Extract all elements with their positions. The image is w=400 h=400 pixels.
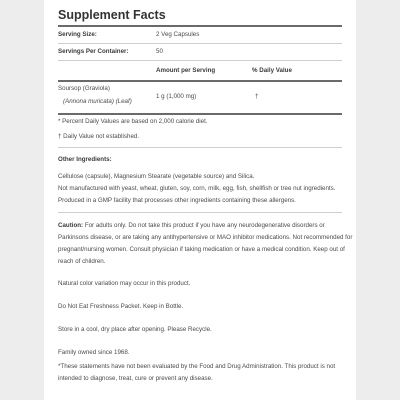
ingredient-daily-value: † [255, 93, 259, 100]
disclaimer-line: *These statements have not been evaluated by the Food and Drug Administration. This product is not [58, 363, 336, 370]
note: Family owned since 1968. [58, 349, 130, 356]
footnote: * Percent Daily Values are based on 2,000 calorie diet. [58, 118, 208, 125]
serving-size-label: Serving Size: [58, 31, 97, 38]
other-ingredients-line: Produced in a GMP facility that processes other ingredients containing these allergens. [58, 197, 296, 204]
supplement-facts-panel [44, 0, 356, 400]
caution-line [58, 222, 325, 230]
divider [58, 147, 342, 148]
amount-per-serving-header: Amount per Serving [156, 67, 216, 74]
divider [58, 212, 342, 213]
ingredient-name: Soursop (Graviola) [58, 85, 110, 92]
caution-text: For adults only. Do not take this product if you have any neurodegenerative disorders or [83, 222, 325, 229]
disclaimer-line: intended to diagnose, treat, cure or prevent any disease. [58, 375, 213, 382]
caution-line: pregnant/nursing women. Consult physician if taking medication or have a medical condition. Keep out of [58, 246, 345, 253]
divider [58, 60, 342, 61]
page-title: Supplement Facts [58, 8, 166, 22]
serving-size-value: 2 Veg Capsules [156, 31, 200, 38]
other-ingredients-heading: Other Ingredients: [58, 156, 112, 163]
caution-line: Parkinsons disease, or are taking any antihypertensive or MAO inhibitor medications. Not recommended for [58, 234, 353, 241]
caution-line: reach of children. [58, 258, 106, 265]
note: Do Not Eat Freshness Packet. Keep in Bottle. [58, 303, 184, 310]
other-ingredients-line: Not manufactured with yeast, wheat, gluten, soy, corn, milk, egg, fish, shellfish or tree nut ingredients. [58, 185, 336, 192]
divider [58, 43, 342, 44]
other-ingredients-line: Cellulose (capsule), Magnesium Stearate (vegetable source) and Silica. [58, 173, 255, 180]
ingredient-detail: (Annona muricata) (Leaf) [63, 98, 132, 105]
note: Store in a cool, dry place after opening. Please Recycle. [58, 326, 212, 333]
servings-per-container-label: Servings Per Container: [58, 48, 129, 55]
ingredient-amount: 1 g (1,000 mg) [156, 93, 197, 100]
servings-per-container-value: 50 [156, 48, 163, 55]
caution-label: Caution: [58, 222, 84, 229]
daily-value-header: % Daily Value [252, 67, 292, 74]
ingredient-divider [58, 113, 342, 115]
table-header-divider [58, 80, 342, 82]
footnote: † Daily Value not established. [58, 133, 140, 140]
note: Natural color variation may occur in this product. [58, 280, 191, 287]
title-divider [58, 25, 342, 27]
